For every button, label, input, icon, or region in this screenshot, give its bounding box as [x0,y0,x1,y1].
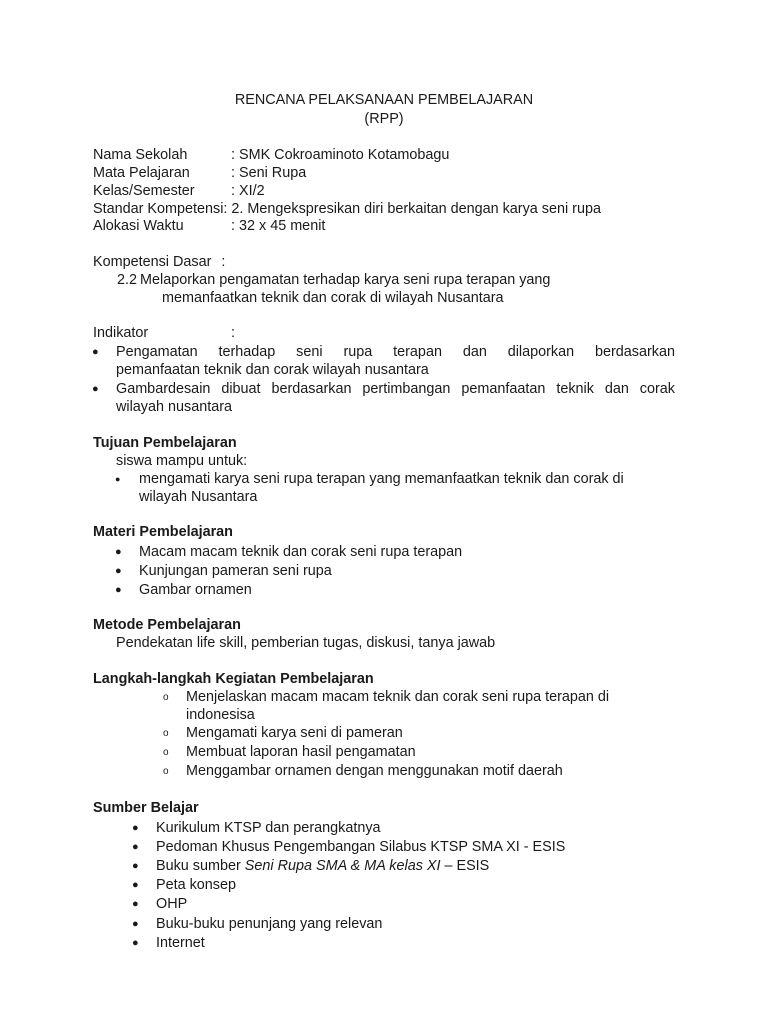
tujuan-line-1: mengamati karya seni rupa terapan yang memanfaatkan teknik dan corak di [139,471,624,487]
kompetensi-number: 2.2 [117,272,138,288]
materi-item: Macam macam teknik dan corak seni rupa terapan [139,544,463,560]
materi-item: Kunjungan pameran seni rupa [139,563,332,579]
bullet-icon: ● [132,898,139,910]
kompetensi-label: Kompetensi Dasar [93,254,212,270]
sumber-heading: Sumber Belajar [93,800,199,816]
circle-bullet-icon: o [163,728,169,739]
bullet-icon: ● [132,822,139,834]
langkah-item: Menggambar ornamen dengan menggunakan motif daerah [186,763,563,779]
circle-bullet-icon: o [163,766,169,777]
buku-suffix: – ESIS [440,858,490,874]
langkah-item-1-line-1: Menjelaskan macam macam teknik dan corak seni rupa terapan di [186,689,610,705]
identity-value: : XI/2 [231,183,265,199]
indikator-item-2-line-1: Gambardesain dibuat berdasarkan pertimbangan pemanfaatan teknik dan corak [116,381,675,397]
kompetensi-label-row [93,253,225,271]
identity-label: Kelas/Semester [93,183,195,199]
identity-row-school [93,146,449,164]
indikator-item-1-line-2: pemanfaatan teknik dan corak wilayah nusantara [116,362,429,378]
kompetensi-line-1: Melaporkan pengamatan terhadap karya seni rupa terapan yang [140,272,551,288]
bullet-icon: ● [132,860,139,872]
bullet-icon: ● [132,937,139,949]
bullet-icon: ● [132,841,139,853]
document-title: RENCANA PELAKSANAAN PEMBELAJARAN [234,92,534,108]
identity-label: Standar Kompetensi [93,201,224,217]
indikator-colon: : [231,325,235,341]
circle-bullet-icon: o [163,692,169,703]
sumber-item: Buku-buku penunjang yang relevan [156,916,383,932]
sumber-item-buku [156,857,489,875]
langkah-heading: Langkah-langkah Kegiatan Pembelajaran [93,671,374,687]
identity-row-subject [93,164,306,182]
document-subtitle: (RPP) [364,111,404,127]
bullet-icon: ● [115,474,121,484]
tujuan-intro: siswa mampu untuk: [116,453,248,469]
identity-label: Mata Pelajaran [93,165,190,181]
sumber-item: OHP [156,896,188,912]
identity-value: : 2. Mengekspresikan diri berkaitan dengan karya seni rupa [223,201,601,217]
metode-text: Pendekatan life skill, pemberian tugas, diskusi, tanya jawab [116,635,496,651]
indikator-item-1-line-1: Pengamatan terhadap seni rupa terapan dan dilaporkan berdasarkan [116,344,675,360]
bullet-icon: ● [115,584,122,596]
langkah-item-1-line-2: indonesisa [186,707,255,723]
langkah-item: Membuat laporan hasil pengamatan [186,744,416,760]
tujuan-heading: Tujuan Pembelajaran [93,435,237,451]
materi-heading: Materi Pembelajaran [93,524,233,540]
indikator-label: Indikator [93,325,149,341]
tujuan-line-2: wilayah Nusantara [139,489,258,505]
indikator-item-2-line-2: wilayah nusantara [116,399,232,415]
sumber-item: Pedoman Khusus Pengembangan Silabus KTSP SMA XI - ESIS [156,839,566,855]
kompetensi-colon: : [221,254,226,270]
bullet-icon: ● [132,918,139,930]
bullet-icon: ● [115,546,122,558]
identity-value: : SMK Cokroaminoto Kotamobagu [231,147,450,163]
identity-value: : Seni Rupa [231,165,307,181]
bullet-icon: ● [115,565,122,577]
identity-row-standard [93,200,601,218]
sumber-item: Internet [156,935,205,951]
kompetensi-line-2: memanfaatkan teknik dan corak di wilayah Nusantara [162,290,504,306]
buku-prefix: Buku sumber [156,858,245,874]
bullet-icon: ● [132,879,139,891]
identity-label: Alokasi Waktu [93,218,184,234]
circle-bullet-icon: o [163,747,169,758]
identity-row-time [93,217,325,235]
identity-label: Nama Sekolah [93,147,188,163]
metode-heading: Metode Pembelajaran [93,617,241,633]
bullet-icon: ● [92,383,99,395]
sumber-item: Peta konsep [156,877,237,893]
bullet-icon: ● [92,346,99,358]
sumber-item: Kurikulum KTSP dan perangkatnya [156,820,381,836]
identity-row-class [93,182,265,200]
materi-item: Gambar ornamen [139,582,252,598]
identity-value: : 32 x 45 menit [231,218,326,234]
langkah-item: Mengamati karya seni di pameran [186,725,403,741]
buku-title: Seni Rupa SMA & MA kelas XI [244,858,441,874]
